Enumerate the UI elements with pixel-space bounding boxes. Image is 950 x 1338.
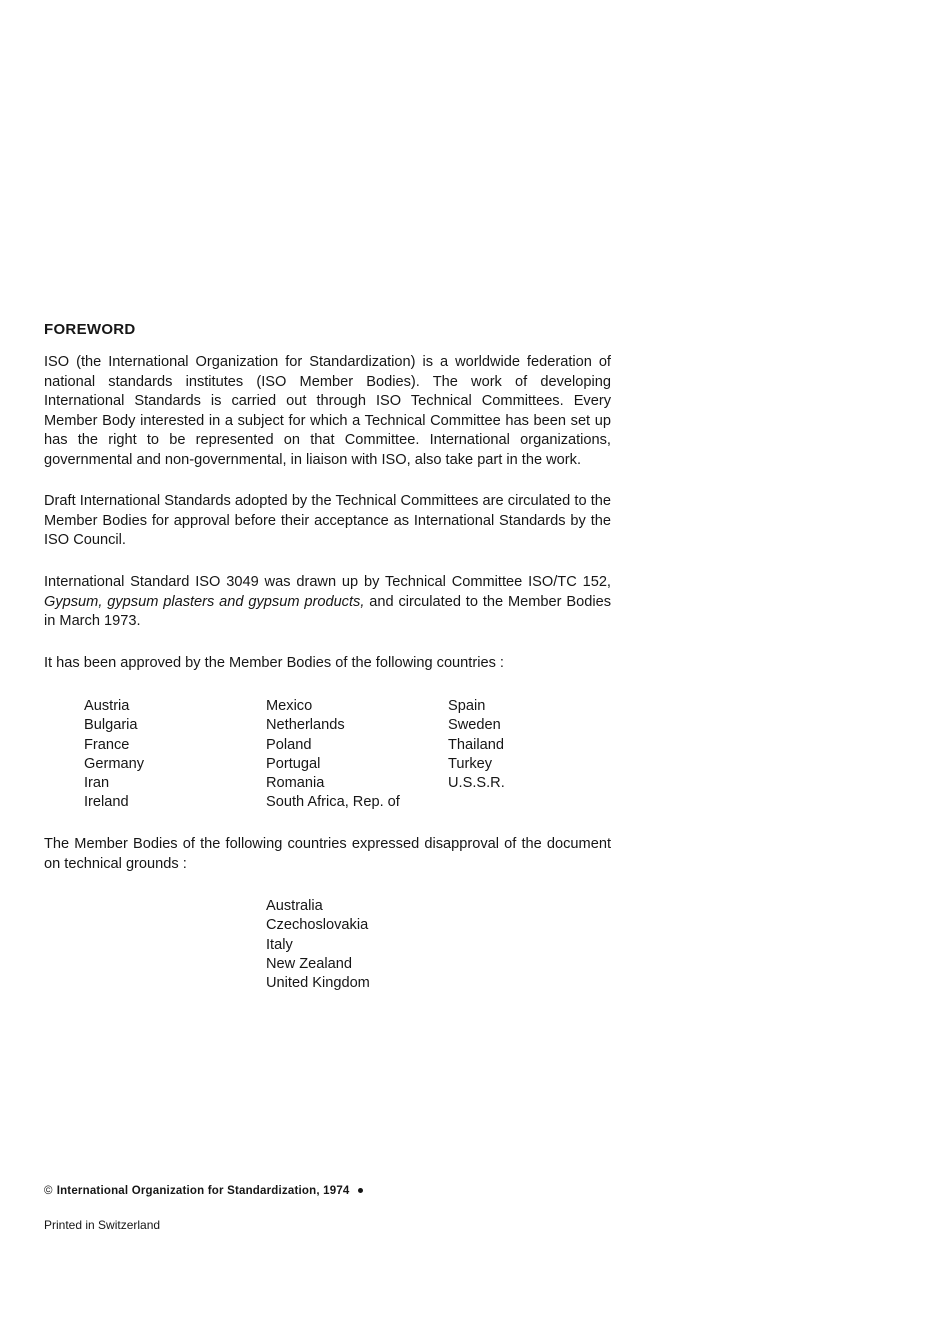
country-list-item: Austria: [84, 698, 130, 714]
country-list-item: Czechoslovakia: [266, 917, 369, 934]
paragraph-3-end: and circulated to the Member Bodies in March 1973.: [44, 593, 611, 629]
approving-countries-column-2: [266, 697, 400, 813]
country-list-item: New Zealand: [266, 955, 352, 972]
country-list-item: Thailand: [448, 736, 504, 753]
country-list-item: Sweden: [448, 717, 501, 734]
approving-countries-column-3: [448, 697, 505, 793]
country-list-item: Italy: [266, 936, 293, 953]
technical-committee-title: Gypsum, gypsum plasters and gypsum products,: [44, 593, 365, 610]
foreword-heading: FOREWORD: [44, 321, 136, 338]
copyright-symbol: ©: [44, 1185, 53, 1197]
country-list-item: Portugal: [266, 755, 321, 772]
country-list-item: U.S.S.R.: [448, 775, 505, 792]
country-list-item: United Kingdom: [266, 975, 370, 992]
foreword-paragraph-1: ISO (the International Organization for Standardization) is a worldwide federation of national standards institutes (ISO Member Bodies). The work of developing International Standards is carried out through ISO Technical Committees. Every Member Body interested in a subject for which a Technical Committee has been set up has the right to be represented on that Committee. International organizations, governmental and non-governmental, in liaison with ISO, also take part in the work.: [44, 354, 611, 468]
bullet-icon: [358, 1188, 363, 1193]
country-list-item: South Africa, Rep. of: [266, 794, 400, 811]
disapproving-countries-list: [266, 897, 370, 993]
country-list-item: Mexico: [266, 698, 313, 714]
foreword-paragraph-2: Draft International Standards adopted by the Technical Committees are circulated to the Member Bodies for approval before their acceptance as International Standards by the ISO Council.: [44, 493, 611, 548]
copyright-notice: [44, 1185, 363, 1197]
country-list-item: Ireland: [84, 794, 129, 811]
printed-location: Printed in Switzerland: [44, 1218, 161, 1232]
country-list-item: Spain: [448, 698, 486, 714]
approving-countries-column-1: [84, 697, 144, 813]
country-list-item: Australia: [266, 898, 323, 914]
country-list-item: Romania: [266, 775, 325, 792]
country-list-item: Netherlands: [266, 717, 345, 734]
approval-statement: It has been approved by the Member Bodies of the following countries :: [44, 655, 504, 671]
country-list-item: Turkey: [448, 755, 493, 772]
foreword-paragraph-3: [44, 573, 611, 632]
country-list-item: Poland: [266, 736, 312, 753]
country-list-item: Germany: [84, 755, 145, 772]
paragraph-3-intro: International Standard ISO 3049 was drawn up by Technical Committee ISO/TC 152,: [44, 574, 611, 590]
country-list-item: Bulgaria: [84, 717, 138, 734]
country-list-item: France: [84, 736, 130, 753]
country-list-item: Iran: [84, 775, 110, 792]
disapproval-statement: The Member Bodies of the following countries expressed disapproval of the document on technical grounds :: [44, 836, 611, 872]
copyright-text: International Organization for Standardization, 1974: [56, 1185, 350, 1197]
